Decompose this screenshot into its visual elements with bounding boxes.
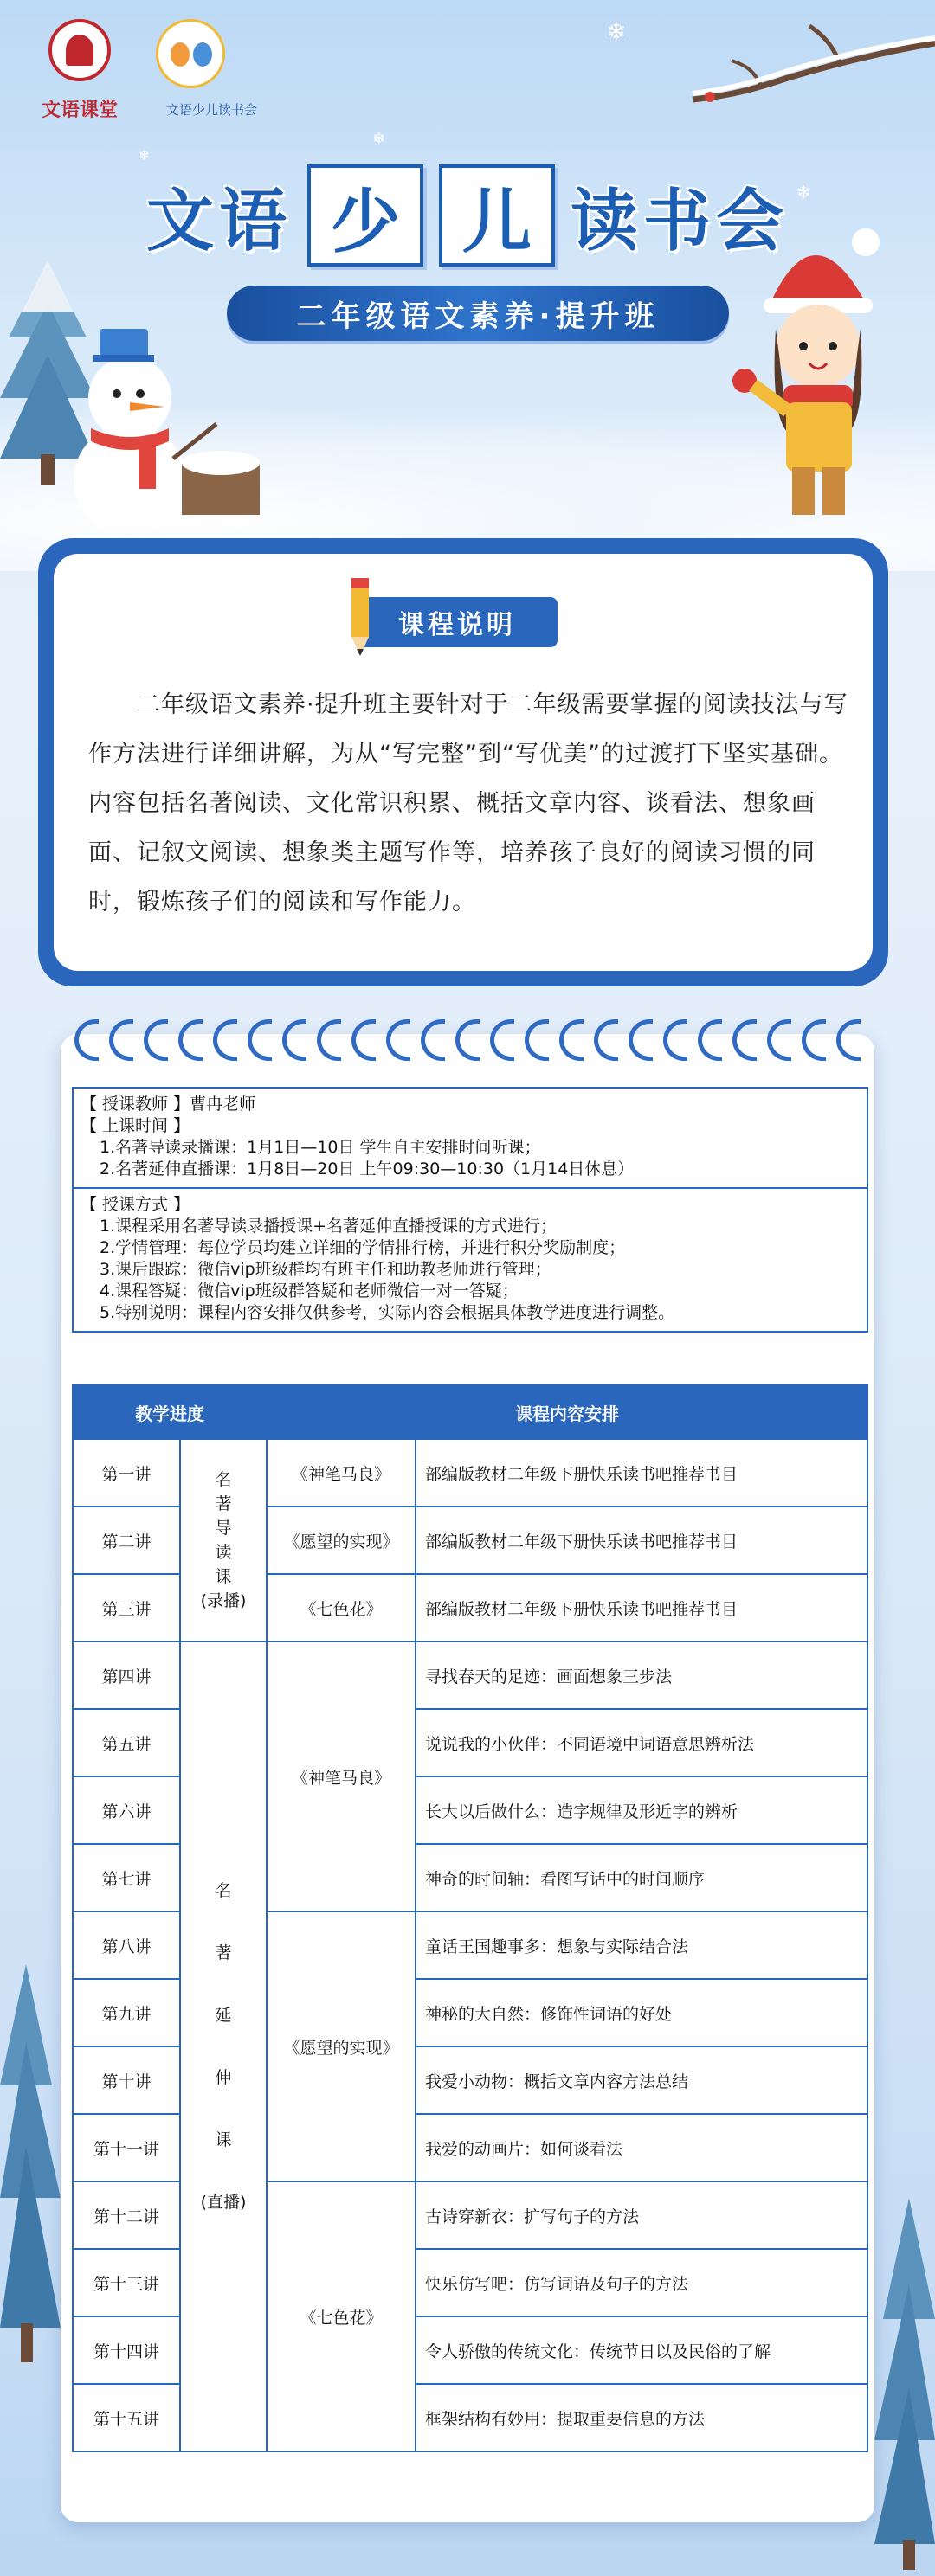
lecture-number: 第十二讲 <box>73 2181 180 2249</box>
ring-icon <box>421 1019 445 1061</box>
lecture-number: 第六讲 <box>73 1776 180 1844</box>
ring-icon <box>317 1019 341 1061</box>
method-line: 4.课程答疑：微信vip班级群答疑和老师微信一对一答疑； <box>100 1282 519 1301</box>
reading-club-name: 文语少儿读书会 <box>166 102 258 118</box>
method-line: 1.课程采用名著导读录播授课+名著延伸直播授课的方式进行； <box>100 1217 558 1236</box>
title-part-1: 文语 <box>145 182 292 260</box>
book-title: 《神笔马良》 <box>267 1439 416 1506</box>
method-label: 【 授课方式 】 <box>81 1195 190 1214</box>
ring-icon <box>109 1019 133 1061</box>
lecture-content: 快乐仿写吧：仿写词语及句子的方法 <box>416 2249 867 2316</box>
teacher-time-section <box>74 1089 867 1187</box>
table-row <box>73 1439 867 1506</box>
subtitle-banner <box>227 286 729 341</box>
snowflake-icon: ❄ <box>372 130 386 148</box>
ring-icon <box>629 1019 653 1061</box>
lecture-content: 童话王国趣事多：想象与实际结合法 <box>416 1911 867 1979</box>
teacher-name: 曹冉老师 <box>190 1095 256 1114</box>
header-progress: 教学进度 <box>73 1385 267 1439</box>
schedule-table <box>72 1384 868 2452</box>
lecture-number: 第十三讲 <box>73 2249 180 2316</box>
course-description-tag <box>357 597 558 647</box>
title-part-2: 读书会 <box>571 182 790 260</box>
snowflake-icon: ❄ <box>606 17 627 46</box>
book-title: 《神笔马良》 <box>267 1641 416 1911</box>
reading-club-logo-icon <box>156 19 225 88</box>
category-live: 名 著 延 伸 课 (直播) <box>180 1641 267 2451</box>
time-line: 2.名著延伸直播课：1月8日—20日 上午09:30—10:30（1月14日休息） <box>100 1160 635 1179</box>
ring-icon <box>594 1019 618 1061</box>
snowy-tree-icon <box>874 2198 935 2570</box>
book-title: 《愿望的实现》 <box>267 1911 416 2181</box>
girl-character-icon <box>719 225 918 528</box>
snowflake-icon: ❄ <box>796 182 811 202</box>
course-info-box <box>72 1087 868 1333</box>
pencil-icon <box>343 578 377 659</box>
ring-icon <box>248 1019 272 1061</box>
tree-stump-icon <box>173 441 268 519</box>
lecture-content: 我爱小动物：概括文章内容方法总结 <box>416 2046 867 2114</box>
header-content: 课程内容安排 <box>267 1385 867 1439</box>
lecture-number: 第九讲 <box>73 1979 180 2046</box>
course-description-text: 二年级语文素养·提升班主要针对于二年级需要掌握的阅读技法与写作方法进行详细讲解，为从“写完整”到“写优美”的过渡打下坚实基础。内容包括名著阅读、文化常识积累、概括文章内容、谈看法、想象画面、记叙文阅读、想象类主题写作等，培养孩子良好的阅读习惯的同时，锻炼孩子们的阅读和写作能力。 <box>88 691 848 915</box>
lecture-content: 部编版教材二年级下册快乐读书吧推荐书目 <box>416 1574 867 1641</box>
snowflake-icon: ❄ <box>139 147 151 164</box>
subtitle-text: 二年级语文素养·提升班 <box>296 299 660 334</box>
category-recorded: 名 著 导 读 课 (录播) <box>180 1439 267 1641</box>
lecture-content: 框架结构有妙用：提取重要信息的方法 <box>416 2384 867 2451</box>
brand-name: 文语课堂 <box>42 99 119 121</box>
brand-area <box>35 19 260 123</box>
ring-icon <box>836 1019 861 1061</box>
lecture-number: 第十一讲 <box>73 2114 180 2181</box>
lecture-number: 第十讲 <box>73 2046 180 2114</box>
lecture-number: 第十四讲 <box>73 2316 180 2384</box>
course-tag-label: 课程说明 <box>398 610 516 640</box>
ring-icon <box>144 1019 168 1061</box>
lecture-number: 第四讲 <box>73 1641 180 1709</box>
ring-icon <box>386 1019 410 1061</box>
ring-icon <box>74 1019 99 1061</box>
lecture-number: 第十五讲 <box>73 2384 180 2451</box>
brand-logo-icon <box>48 19 111 81</box>
time-line: 1.名著导读录播课：1月1日—10日 学生自主安排时间听课； <box>100 1138 541 1157</box>
book-title: 《七色花》 <box>267 1574 416 1641</box>
ring-icon <box>455 1019 480 1061</box>
lecture-content: 令人骄傲的传统文化：传统节日以及民俗的了解 <box>416 2316 867 2384</box>
lecture-number: 第七讲 <box>73 1844 180 1911</box>
ring-icon <box>732 1019 757 1061</box>
method-line: 2.学情管理：每位学员均建立详细的学情排行榜，并进行积分奖励制度； <box>100 1238 626 1257</box>
lecture-content: 寻找春天的足迹：画面想象三步法 <box>416 1641 867 1709</box>
ring-icon <box>525 1019 549 1061</box>
method-line: 5.特别说明：课程内容安排仅供参考，实际内容会根据具体教学进度进行调整。 <box>100 1303 675 1322</box>
table-row <box>73 1641 867 1709</box>
title-char-box: 少 <box>307 164 423 267</box>
notebook-rings <box>61 1019 874 1063</box>
snow-branch-decoration <box>658 17 935 112</box>
lecture-content: 部编版教材二年级下册快乐读书吧推荐书目 <box>416 1439 867 1506</box>
ring-icon <box>282 1019 306 1061</box>
title-char-box: 儿 <box>439 164 555 267</box>
method-section <box>74 1187 867 1331</box>
book-title: 《愿望的实现》 <box>267 1506 416 1574</box>
lecture-content: 古诗穿新衣：扩写句子的方法 <box>416 2181 867 2249</box>
ring-icon <box>663 1019 687 1061</box>
lecture-content: 长大以后做什么：造字规律及形近字的辨析 <box>416 1776 867 1844</box>
lecture-content: 神奇的时间轴：看图写话中的时间顺序 <box>416 1844 867 1911</box>
ring-icon <box>178 1019 203 1061</box>
ring-icon <box>802 1019 826 1061</box>
ring-icon <box>767 1019 791 1061</box>
ring-icon <box>559 1019 584 1061</box>
lecture-content: 我爱的动画片：如何谈看法 <box>416 2114 867 2181</box>
lecture-number: 第八讲 <box>73 1911 180 1979</box>
lecture-number: 第三讲 <box>73 1574 180 1641</box>
lecture-number: 第五讲 <box>73 1709 180 1776</box>
ring-icon <box>351 1019 376 1061</box>
lecture-content: 说说我的小伙伴：不同语境中词语意思辨析法 <box>416 1709 867 1776</box>
lecture-content: 神秘的大自然：修饰性词语的好处 <box>416 1979 867 2046</box>
ring-icon <box>213 1019 237 1061</box>
lecture-number: 第一讲 <box>73 1439 180 1506</box>
table-header-row <box>73 1385 867 1439</box>
book-title: 《七色花》 <box>267 2181 416 2451</box>
time-label: 【 上课时间 】 <box>81 1116 190 1135</box>
snowy-tree-icon <box>0 1964 61 2362</box>
ring-icon <box>490 1019 514 1061</box>
method-line: 3.课后跟踪：微信vip班级群均有班主任和助教老师进行管理； <box>100 1260 551 1279</box>
lecture-content: 部编版教材二年级下册快乐读书吧推荐书目 <box>416 1506 867 1574</box>
lecture-number: 第二讲 <box>73 1506 180 1574</box>
ring-icon <box>698 1019 722 1061</box>
teacher-label: 【 授课教师 】 <box>81 1095 190 1114</box>
